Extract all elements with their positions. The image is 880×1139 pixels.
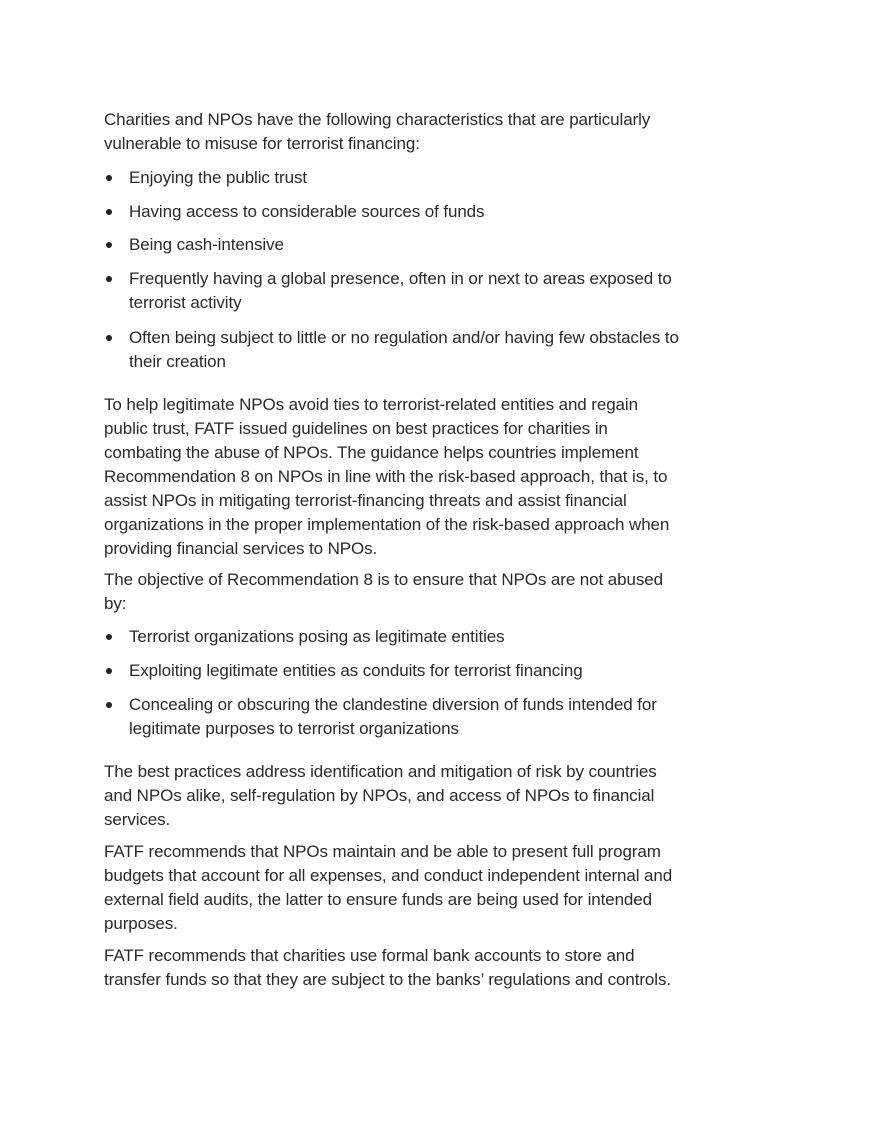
list-item: [104, 326, 764, 374]
text-line: by:: [104, 594, 127, 613]
list-item-text: Enjoying the public trust: [129, 168, 307, 187]
bullet-icon: [106, 668, 112, 674]
paragraph-p3: [104, 568, 764, 616]
text-line: external field audits, the latter to ensure funds are being used for intended: [104, 890, 652, 909]
paragraph-p5: [104, 840, 764, 936]
text-line: organizations in the proper implementation of the risk-based approach when: [104, 515, 670, 534]
text-line: The objective of Recommendation 8 is to ensure that NPOs are not abused: [104, 570, 663, 589]
bullet-icon: [106, 209, 112, 215]
paragraph-p1: [104, 108, 764, 156]
paragraph-p6: [104, 944, 764, 992]
bullet-icon: [106, 702, 112, 708]
text-line: public trust, FATF issued guidelines on best practices for charities in: [104, 419, 608, 438]
list-item: [104, 267, 764, 315]
text-line: providing financial services to NPOs.: [104, 539, 378, 558]
bullet-icon: [106, 276, 112, 282]
list-item: [104, 200, 764, 224]
list-item-text: their creation: [129, 352, 226, 371]
paragraph-p4: [104, 760, 764, 832]
list-item-text: Having access to considerable sources of funds: [129, 202, 485, 221]
paragraph-p2: [104, 393, 764, 561]
text-line: and NPOs alike, self-regulation by NPOs, and access of NPOs to financial: [104, 786, 655, 805]
bullet-icon: [106, 175, 112, 181]
list-item: [104, 659, 764, 683]
list-item: [104, 693, 764, 741]
bullet-icon: [106, 335, 112, 341]
text-line: assist NPOs in mitigating terrorist-financing threats and assist financial: [104, 491, 627, 510]
text-line: vulnerable to misuse for terrorist financing:: [104, 134, 420, 153]
text-line: FATF recommends that charities use formal bank accounts to store and: [104, 946, 635, 965]
list-item-text: Exploiting legitimate entities as conduits for terrorist financing: [129, 661, 583, 680]
list-item-text: Concealing or obscuring the clandestine diversion of funds intended for: [129, 695, 657, 714]
list-item-text: legitimate purposes to terrorist organizations: [129, 719, 459, 738]
text-line: combating the abuse of NPOs. The guidance helps countries implement: [104, 443, 639, 462]
text-line: FATF recommends that NPOs maintain and be able to present full program: [104, 842, 661, 861]
text-line: Recommendation 8 on NPOs in line with the risk-based approach, that is, to: [104, 467, 668, 486]
bullet-icon: [106, 634, 112, 640]
list-item-text: Being cash-intensive: [129, 235, 284, 254]
text-line: budgets that account for all expenses, and conduct independent internal and: [104, 866, 673, 885]
list-item-text: Often being subject to little or no regulation and/or having few obstacles to: [129, 328, 679, 347]
list-item-text: terrorist activity: [129, 293, 242, 312]
list-item: [104, 233, 764, 257]
list-item-text: Frequently having a global presence, often in or next to areas exposed to: [129, 269, 672, 288]
bullet-icon: [106, 242, 112, 248]
text-line: To help legitimate NPOs avoid ties to terrorist-related entities and regain: [104, 395, 638, 414]
text-line: purposes.: [104, 914, 178, 933]
text-line: transfer funds so that they are subject to the banks’ regulations and controls.: [104, 970, 671, 989]
text-line: The best practices address identification and mitigation of risk by countries: [104, 762, 657, 781]
list-item-text: Terrorist organizations posing as legitimate entities: [129, 627, 505, 646]
text-line: services.: [104, 810, 171, 829]
list-item: [104, 625, 764, 649]
text-line: Charities and NPOs have the following characteristics that are particularly: [104, 110, 651, 129]
list-item: [104, 166, 764, 190]
